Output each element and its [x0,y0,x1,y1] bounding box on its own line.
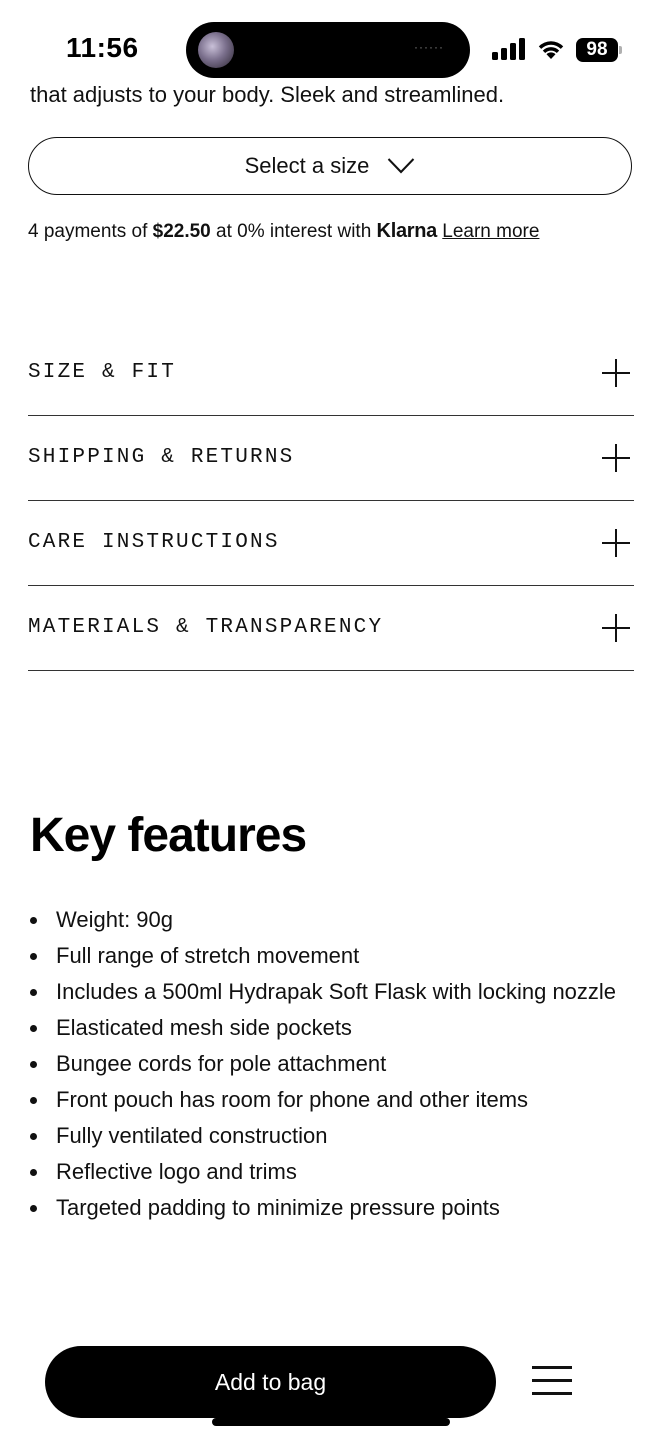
accordion-label: CARE INSTRUCTIONS [28,531,280,554]
wifi-icon [536,38,566,60]
plus-icon[interactable] [602,444,630,472]
cellular-signal-icon [492,38,526,60]
klarna-amount: $22.50 [152,221,211,242]
add-to-bag-button[interactable]: Add to bag [45,1346,496,1418]
status-bar [0,0,662,80]
accordion-label: SHIPPING & RETURNS [28,446,295,469]
key-features-title: Key features [30,809,307,862]
feature-item: Fully ventilated construction [28,1118,628,1154]
battery-icon [576,38,622,62]
feature-item: Elasticated mesh side pockets [28,1010,628,1046]
klarna-payment-info [28,220,539,243]
feature-item: Weight: 90g [28,902,628,938]
accordion-materials-transparency[interactable] [28,586,634,671]
app-activity-icon [198,32,234,68]
feature-item: Bungee cords for pole attachment [28,1046,628,1082]
dynamic-island [186,22,470,78]
menu-icon[interactable] [532,1364,572,1396]
learn-more-link[interactable]: Learn more [442,221,540,242]
klarna-middle: at 0% interest with [210,221,377,242]
feature-item: Includes a 500ml Hydrapak Soft Flask with locking nozzle [28,974,628,1010]
key-features-list [28,902,628,1226]
battery-level: 98 [576,38,618,62]
accordion-label: SIZE & FIT [28,361,177,384]
plus-icon[interactable] [602,359,630,387]
feature-item: Front pouch has room for phone and other items [28,1082,628,1118]
size-select-button[interactable] [28,137,632,195]
chevron-down-icon [387,157,415,175]
plus-icon[interactable] [602,614,630,642]
accordion-size-fit[interactable] [28,331,634,416]
feature-item: Reflective logo and trims [28,1154,628,1190]
feature-item: Targeted padding to minimize pressure points [28,1190,628,1226]
accordion-shipping-returns[interactable] [28,416,634,501]
klarna-logo: Klarna [376,220,437,242]
status-time: 11:56 [66,32,139,63]
plus-icon[interactable] [602,529,630,557]
home-indicator[interactable] [212,1418,450,1426]
accordion-label: MATERIALS & TRANSPARENCY [28,616,384,639]
island-dots: ······ [414,40,444,54]
accordion-care-instructions[interactable] [28,501,634,586]
size-select-label: Select a size [244,153,370,178]
klarna-prefix: 4 payments of [28,221,153,242]
feature-item: Full range of stretch movement [28,938,628,974]
product-description: that adjusts to your body. Sleek and streamlined. [30,82,505,107]
product-details-accordion [28,331,634,671]
